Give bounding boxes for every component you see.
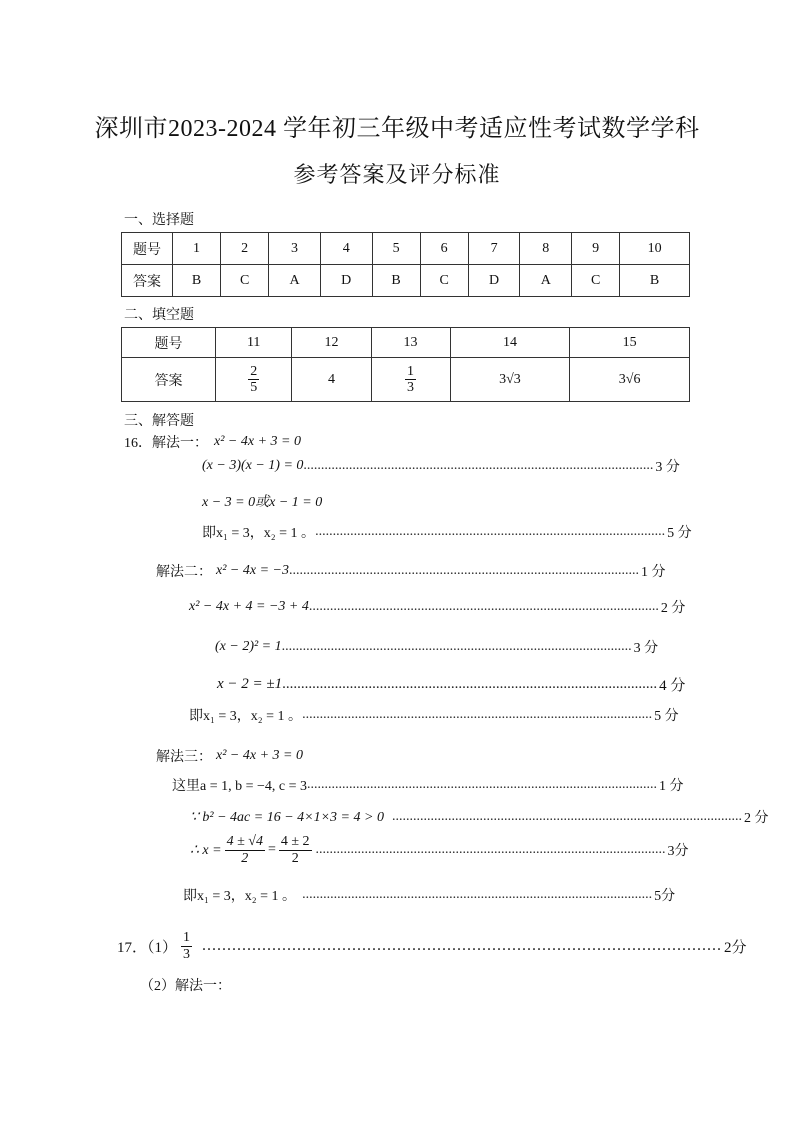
- solution-line: [183, 885, 676, 905]
- score: 2分: [724, 939, 747, 956]
- table-cell: 7: [468, 233, 520, 265]
- solution-line: [202, 456, 680, 476]
- table-cell: 4: [292, 358, 371, 402]
- solution-line: [189, 597, 686, 617]
- table-cell: 15: [570, 328, 690, 358]
- table-cell: A: [520, 265, 572, 297]
- score: 1 分: [659, 779, 684, 794]
- table-cell: B: [372, 265, 420, 297]
- equals-sign: =: [267, 842, 276, 857]
- table-cell: 12: [292, 328, 371, 358]
- leader-dots: ....................................................................................................: [302, 887, 653, 902]
- leader-dots: ....................................................................................................: [307, 777, 658, 792]
- equation: x² − 4x + 3 = 0: [214, 434, 301, 449]
- table-cell: C: [221, 265, 269, 297]
- leader-dots: ....................................................................................................: [288, 563, 639, 578]
- equation: ∴ x =: [190, 842, 222, 858]
- solution-line: [202, 522, 692, 542]
- solution-line: [172, 775, 684, 795]
- section-heading-choice: 一、选择题: [124, 213, 194, 228]
- solution-line: [190, 807, 769, 827]
- table-cell: 3: [269, 233, 321, 265]
- leader-dots: ........................................................................................................: [202, 937, 723, 954]
- equation: ∵ b² − 4ac = 16 − 4×1×3 = 4 > 0: [190, 809, 384, 825]
- fraction: $\frac{2}{5}$: [250, 363, 258, 395]
- equation: 即x₁ = 3，x₂ = 1 。: [189, 709, 303, 724]
- section-heading-fill: 二、填空题: [124, 308, 194, 323]
- score: 3分: [667, 844, 689, 859]
- score: 5 分: [654, 709, 679, 724]
- table-cell: B: [173, 265, 221, 297]
- solution-line: [156, 561, 666, 581]
- equation: 即x₁ = 3，x₂ = 1 。: [183, 889, 297, 904]
- table-cell: [216, 358, 292, 402]
- score: 2 分: [660, 601, 686, 616]
- table-cell: 4: [320, 233, 372, 265]
- score: 1 分: [640, 565, 666, 580]
- page-title: 深圳市2023-2024 学年初三年级中考适应性考试数学学科: [94, 116, 700, 142]
- solution-line: [140, 975, 231, 995]
- solution-line: [215, 637, 659, 657]
- fraction: $\frac{1}{3}$: [407, 363, 415, 395]
- page-subtitle: 参考答案及评分标准: [293, 162, 501, 187]
- score: 2 分: [743, 811, 769, 826]
- q16-line: [124, 432, 301, 452]
- solution-line: [202, 491, 322, 511]
- table-cell: 8: [520, 233, 572, 265]
- equation: (x − 3)(x − 1) = 0: [202, 458, 304, 473]
- table-row-label: 答案: [122, 265, 173, 297]
- fraction: $\frac{1}{3}$: [183, 930, 191, 962]
- equation: x − 2 = ±1: [217, 676, 283, 692]
- table-cell: 1: [173, 233, 221, 265]
- score: 5 分: [667, 526, 692, 541]
- equation: x² − 4x + 4 = −3 + 4: [189, 599, 309, 614]
- table-cell: C: [572, 265, 620, 297]
- table-cell: 5: [372, 233, 420, 265]
- score: 5分: [654, 889, 676, 904]
- score: 3 分: [633, 641, 659, 656]
- table-cell: D: [320, 265, 372, 297]
- equation: x² − 4x + 3 = 0: [216, 748, 303, 763]
- table-row-label: 题号: [122, 328, 216, 358]
- leader-dots: ....................................................................................................: [315, 842, 666, 857]
- solution-line: [189, 705, 679, 725]
- table-cell: D: [468, 265, 520, 297]
- leader-dots: ....................................................................................................: [282, 676, 658, 692]
- equation: 即x₁ = 3，x₂ = 1 。: [202, 526, 316, 541]
- table-cell: 3√3: [450, 358, 570, 402]
- fill-answer-table: [121, 327, 690, 402]
- question-label: 16．解法一：: [124, 436, 208, 451]
- table-cell: 9: [572, 233, 620, 265]
- score: 3 分: [655, 460, 680, 475]
- table-cell: 3√6: [570, 358, 690, 402]
- table-cell: 10: [620, 233, 690, 265]
- leader-dots: ....................................................................................................: [302, 707, 653, 722]
- table-row-label: 答案: [122, 358, 216, 402]
- solution-line: [156, 746, 303, 766]
- table-cell: B: [620, 265, 690, 297]
- leader-dots: ....................................................................................................: [308, 599, 659, 614]
- table-cell: 13: [371, 328, 450, 358]
- equation: x − 3 = 0或x − 1 = 0: [202, 495, 323, 510]
- table-cell: A: [269, 265, 321, 297]
- table-row-label: 题号: [122, 233, 173, 265]
- equation: (x − 2)² = 1: [215, 639, 282, 654]
- equation: x² − 4x = −3: [216, 563, 289, 578]
- table-cell: 2: [221, 233, 269, 265]
- choice-answer-table: [121, 232, 690, 297]
- q17-line: [117, 926, 747, 966]
- table-cell: 11: [216, 328, 292, 358]
- table-cell: [371, 358, 450, 402]
- solution-line: [190, 830, 689, 870]
- score: 4 分: [659, 678, 686, 694]
- leader-dots: ....................................................................................................: [281, 639, 632, 654]
- section-heading-solve: 三、解答题: [124, 414, 194, 429]
- method-label: 解法三：: [156, 750, 212, 765]
- fraction: $\frac{4 \pm √4}{2}$: [226, 834, 263, 866]
- leader-dots: ....................................................................................................: [315, 524, 666, 539]
- method-label: 解法二：: [156, 565, 212, 580]
- equation: 这里a = 1, b = −4, c = 3: [172, 779, 308, 794]
- solution-line: [217, 674, 686, 695]
- leader-dots: ....................................................................................................: [391, 809, 742, 824]
- leader-dots: ....................................................................................................: [303, 458, 654, 473]
- method-label: （2）解法一：: [140, 979, 231, 994]
- fraction: $\frac{4 \pm 2}{2}$: [280, 834, 310, 866]
- table-cell: 6: [420, 233, 468, 265]
- table-cell: 14: [450, 328, 570, 358]
- table-cell: C: [420, 265, 468, 297]
- question-label: 17．（1）: [117, 939, 178, 956]
